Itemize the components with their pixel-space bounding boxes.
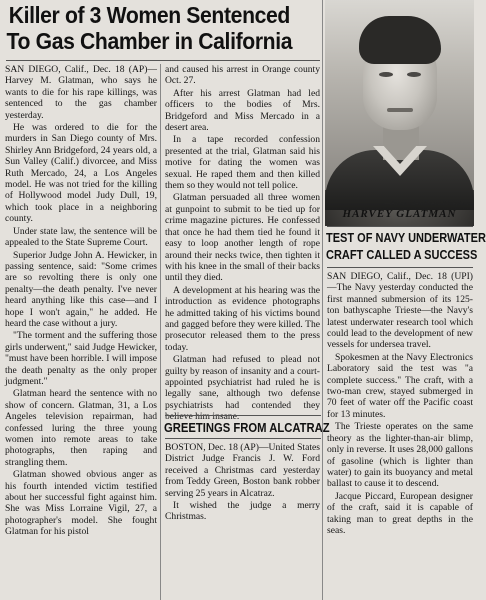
main-story-column-1 — [5, 64, 157, 600]
photo-caption: HARVEY GLATMAN — [342, 208, 457, 220]
photo-rule — [327, 226, 473, 227]
main-story-paragraph: Glatman had refused to plead not guilty by reason of insanity and a court-appointed psychiatrist had ruled he is legally sane, although two defense psychiatrists had contended they believe him insane. — [165, 354, 320, 423]
navy-headline-line-1: TEST OF NAVY UNDERWATER — [326, 231, 486, 245]
column-divider — [322, 0, 323, 600]
main-story-paragraph: Glatman persuaded all three women at gunpoint to submit to be tied up for crime magazine pictures. He confessed that once he had them tied he found it easy to loop another length of rope around their necks twice, then tighten it with his knee in the small of their backs until they died. — [165, 192, 320, 284]
main-story-paragraph: After his arrest Glatman had led officers to the bodies of Mrs. Bridgeford and Miss Mercado in a desert area. — [165, 87, 320, 134]
portrait-photo — [325, 0, 474, 226]
main-story-paragraph: Under state law, the sentence will be appealed to the State Supreme Court. — [5, 225, 157, 249]
headline-line-1: Killer of 3 Women Sentenced — [8, 2, 290, 28]
headline-rule — [6, 60, 320, 61]
alcatraz-paragraph: It wished the judge a merry Christmas. — [165, 500, 320, 523]
alcatraz-story-body — [165, 442, 320, 600]
alcatraz-headline — [164, 420, 330, 436]
main-story-paragraph: and caused his arrest in Orange county Oct. 27. — [165, 64, 320, 87]
main-story-paragraph: Glatman heard the sentence with no show of concern. Glatman, 31, a Los Angeles television repairman, had confessed luring the three young women into remote areas to take photographs, then raping and strangling them. — [5, 388, 157, 468]
navy-paragraph: SAN DIEGO, Calif., Dec. 18 (UPI)—The Navy yesterday conducted the first manned submersion of its 125-ton bathyscaphe Trieste—the Navy's latest underwater research tool which could lead to the development of new vessels for undersea travel. — [327, 271, 473, 351]
alcatraz-rule-bottom — [165, 438, 321, 439]
navy-paragraph: The Trieste operates on the same theory as the lighter-than-air blimp, only in reverse. It uses 28,000 gallons of gasoline (which is lighter than water) to gain its buoyancy and metal ballast to cause it to descend. — [327, 421, 473, 490]
main-story-paragraph: Glatman showed obvious anger as his fourth intended victim testified about her successful fight against him. She was Miss Lorraine Vigil, 27, a photographer's model. She fought Glatman for his pistol — [5, 469, 157, 538]
main-story-paragraph: He was ordered to die for the murders in San Diego county of Mrs. Shirley Ann Bridgeford, 24 years old, a Sun Valley (Calif.) divorcee, and Miss Ruth Mercado, 24, a Los Angeles model. He was not tried for the killing of Hollywood model Judy Dull, 19, which took place in a neighboring county. — [5, 122, 157, 225]
navy-paragraph: Jacque Piccard, European designer of the craft, said it is capable of taking man to great depths in the seas. — [327, 490, 473, 536]
alcatraz-paragraph: BOSTON, Dec. 18 (AP)—United States District Judge Francis J. W. Ford received a Christmas card yesterday from Teddy Green, Boston bank robber serving 25 years in Alcatraz. — [165, 442, 320, 499]
main-story-paragraph: A development at his hearing was the introduction as evidence photographs he admitted taking of his victims bound and gagged before they were killed. The prosecutor released them to the press today. — [165, 284, 320, 353]
column-divider — [160, 64, 161, 600]
main-story-paragraph: Superior Judge John A. Hewicker, in passing sentence, said: "Some crimes are so revolting there is only one penalty—the death penalty. I've never heard anything like this case—and I hope I won't again," he added. He heard the case without a jury. — [5, 249, 157, 329]
main-story-column-2 — [165, 64, 320, 423]
navy-headline-line-2: CRAFT CALLED A SUCCESS — [326, 248, 478, 262]
navy-paragraph: Spokesmen at the Navy Electronics Laboratory said the test was "a complete success." The craft, with a two-man crew, stayed submerged in 70 feet of water off the Pacific coast for 13 minutes. — [327, 351, 473, 420]
main-story-paragraph: In a tape recorded confession presented at the trial, Glatman said his motive for dating the women was sexual. He raped them and then killed them so they would not tell police. — [165, 134, 320, 192]
navy-headline — [326, 230, 486, 264]
photo-credit: —Associated Press Wirephoto. — [384, 200, 474, 207]
headline-line-2: To Gas Chamber in California — [6, 28, 293, 54]
main-story-paragraph: SAN DIEGO, Calif., Dec. 18 (AP)—Harvey M. Glatman, who says he wants to die for his rape killings, was sentenced to the gas chamber yesterday. — [5, 64, 157, 121]
alcatraz-headline-text: GREETINGS FROM ALCATRAZ — [164, 421, 330, 435]
main-headline — [4, 2, 295, 54]
navy-story-body — [327, 271, 473, 600]
navy-rule — [327, 267, 473, 268]
main-story-paragraph: "The torment and the suffering those girls underwent," said Judge Hewicker, "must have been horrible. I will impose the death penalty as the only proper judgment." — [5, 330, 157, 387]
alcatraz-rule-top — [165, 415, 321, 416]
